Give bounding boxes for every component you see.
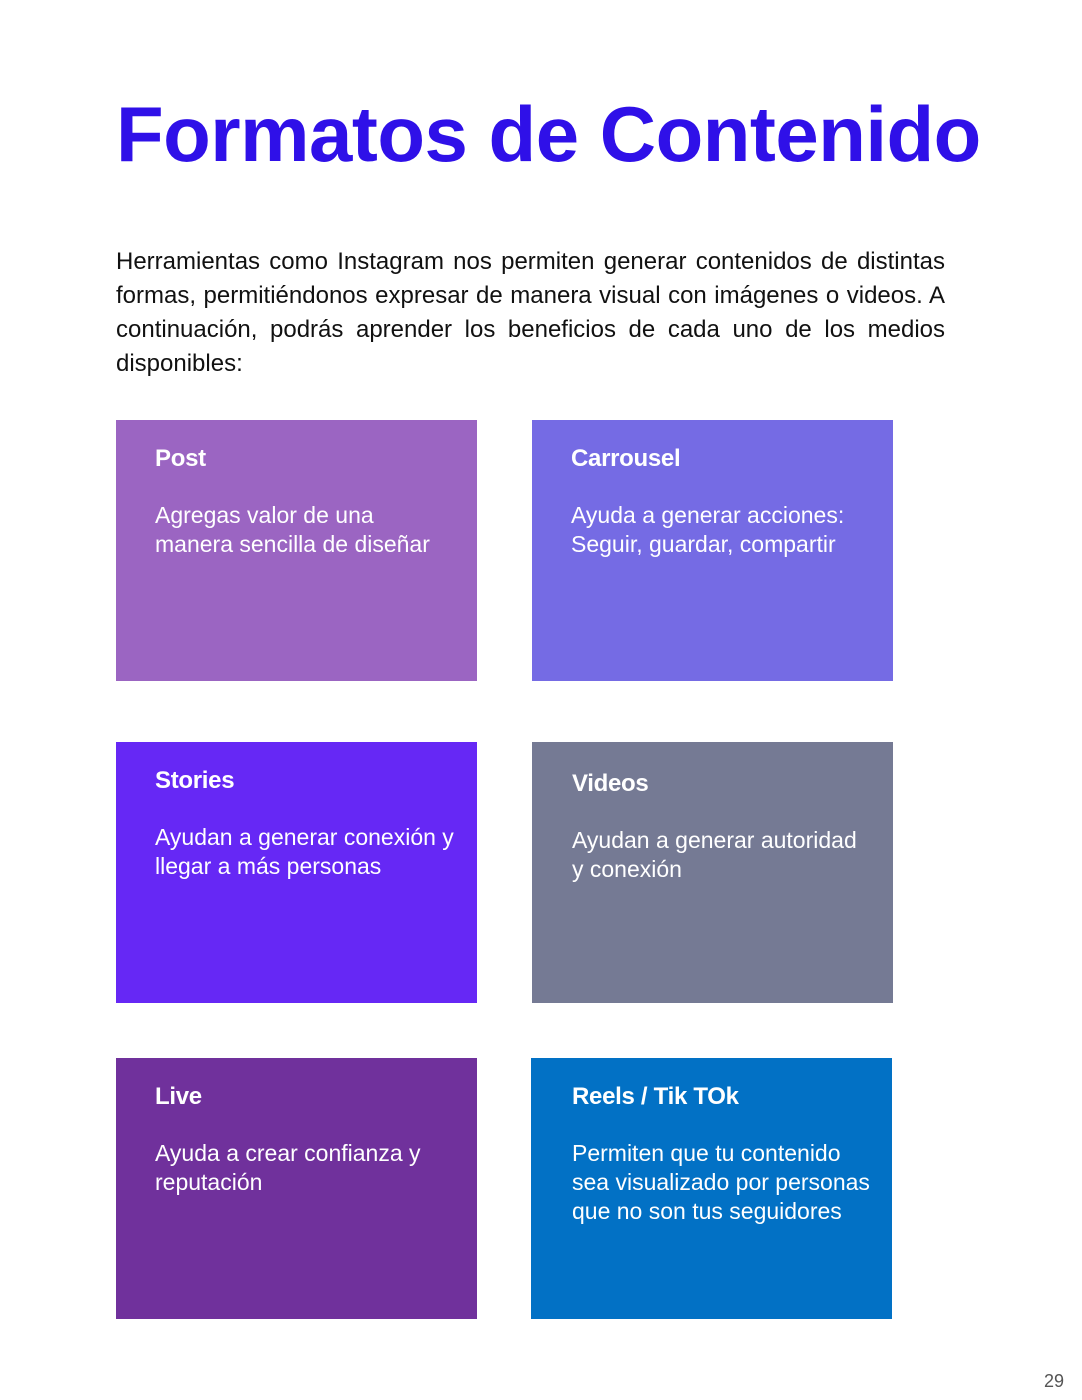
card-title-reels-tiktok: Reels / Tik TOk bbox=[572, 1083, 739, 1110]
card-text-post: Agregas valor de una manera sencilla de diseñar bbox=[155, 502, 430, 557]
card-title-post: Post bbox=[155, 445, 206, 472]
page-number: 29 bbox=[1043, 1371, 1064, 1391]
card-title-carrousel: Carrousel bbox=[571, 445, 681, 472]
intro-paragraph: Herramientas como Instagram nos permiten generar contenidos de distintas formas, permitiéndonos expresar de manera visual con imágenes o videos. A continuación, podrás aprender los beneficios de cada uno de los medios disponibles: bbox=[116, 248, 945, 377]
card-live bbox=[116, 1058, 477, 1319]
card-text-videos: Ayudan a generar autoridad y conexión bbox=[572, 827, 857, 882]
page-title: Formatos de Contenido bbox=[116, 90, 981, 178]
card-title-videos: Videos bbox=[572, 770, 649, 797]
card-stories bbox=[116, 742, 477, 1003]
card-post bbox=[116, 420, 477, 681]
card-carrousel bbox=[532, 420, 893, 681]
card-title-live: Live bbox=[155, 1083, 202, 1110]
card-reels-tiktok bbox=[531, 1058, 892, 1319]
card-videos bbox=[532, 742, 893, 1003]
card-text-reels-tiktok: Permiten que tu contenido sea visualizado por personas que no son tus seguidores bbox=[572, 1140, 870, 1224]
card-title-stories: Stories bbox=[155, 767, 235, 794]
card-text-live: Ayuda a crear confianza y reputación bbox=[155, 1140, 421, 1195]
card-text-stories: Ayudan a generar conexión y llegar a más personas bbox=[155, 824, 454, 879]
card-text-carrousel: Ayuda a generar acciones: Seguir, guardar, compartir bbox=[571, 502, 845, 557]
